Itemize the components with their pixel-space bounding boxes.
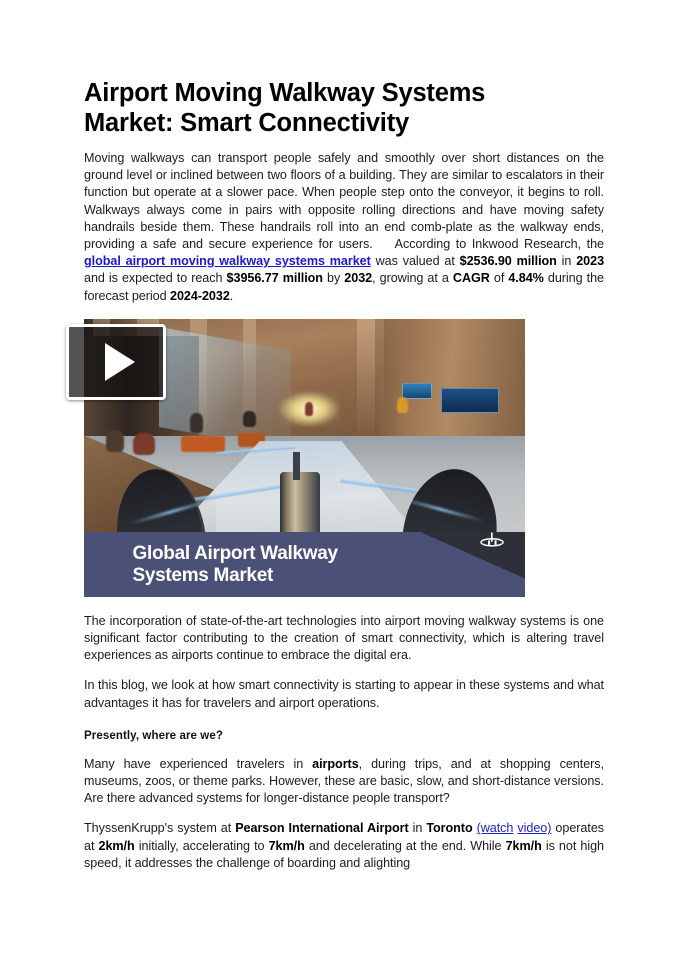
page-title bbox=[84, 78, 554, 138]
airplane-icon bbox=[479, 531, 505, 551]
speed-initial: 2km/h bbox=[98, 838, 135, 853]
travelers-text-1: Many have experienced travelers in bbox=[84, 756, 304, 771]
technology-paragraph: The incorporation of state-of-the-art technologies into airport moving walkway systems is one significant factor contributing to the creation of smart connectivity, which is altering travel experiences as airports continue to embrace the digital era. bbox=[84, 613, 604, 663]
intro-text-part3: was valued at bbox=[375, 254, 455, 269]
play-icon bbox=[105, 343, 135, 381]
person-silhouette bbox=[305, 402, 314, 416]
tk-text-4: initially, accelerating to bbox=[138, 838, 265, 853]
thyssenkrupp-paragraph bbox=[84, 820, 604, 872]
video-link[interactable]: video) bbox=[517, 821, 552, 836]
intro-text-part9: during the forecast period bbox=[84, 271, 604, 303]
page-title-line2: Market: Smart Connectivity bbox=[84, 109, 409, 137]
banner-title-line2: Systems Market bbox=[132, 565, 273, 587]
tk-text-3: operates at bbox=[84, 821, 605, 853]
tk-text-5: and decelerating at the end. While bbox=[308, 838, 502, 853]
person-silhouette bbox=[243, 411, 256, 428]
cagr-value: 4.84% bbox=[508, 271, 544, 286]
speed-top-repeat: 7km/h bbox=[505, 838, 542, 853]
article-figure bbox=[84, 319, 525, 597]
tk-text-6: is not high speed, it addresses the challenge of boarding and alighting bbox=[84, 838, 604, 870]
section-subheading: Presently, where are we? bbox=[84, 729, 223, 742]
cagr-label: CAGR bbox=[452, 271, 490, 286]
intro-text-part5: and is expected to reach bbox=[84, 271, 223, 286]
intro-paragraph bbox=[84, 150, 604, 305]
market-value-2032: $3956.77 million bbox=[226, 271, 323, 286]
pearson-airport-name: Pearson International Airport bbox=[235, 821, 409, 836]
airports-emphasis: airports bbox=[312, 756, 359, 771]
travelers-text-2: , during trips, and at shopping centers, museums, zoos, or theme parks. However, these are basic, slow, and short-distance versions. Are there advanced systems for longer-distance people transport? bbox=[84, 756, 604, 806]
banner-title bbox=[133, 543, 338, 588]
person-silhouette bbox=[190, 413, 203, 432]
person-silhouette bbox=[397, 397, 408, 414]
tk-text-2: in bbox=[412, 821, 423, 836]
seating-row bbox=[181, 436, 225, 453]
base-year: 2023 bbox=[576, 254, 605, 269]
market-value-2023: $2536.90 million bbox=[459, 254, 557, 269]
intro-text-part2: According to Inkwood Research, the bbox=[394, 237, 604, 252]
toronto-city-name: Toronto bbox=[426, 821, 473, 836]
person-silhouette bbox=[106, 430, 124, 452]
intro-text-part7: , growing at a bbox=[372, 271, 449, 286]
flight-monitor-icon bbox=[402, 383, 433, 400]
market-report-link[interactable]: global airport moving walkway systems market bbox=[84, 254, 371, 269]
suitcase-handle bbox=[293, 452, 300, 480]
forecast-period: 2024-2032 bbox=[170, 288, 230, 303]
forecast-year: 2032 bbox=[344, 271, 373, 286]
watch-link[interactable]: (watch bbox=[476, 821, 514, 836]
blog-intent-paragraph: In this blog, we look at how smart connectivity is starting to appear in these systems and what advantages it has for travelers and airport operations. bbox=[84, 678, 604, 710]
video-play-button[interactable] bbox=[66, 324, 166, 400]
page-title-line1: Airport Moving Walkway Systems bbox=[84, 79, 486, 107]
banner-title-line1: Global Airport Walkway bbox=[132, 542, 338, 564]
intro-text-part4: in bbox=[561, 254, 572, 269]
flight-monitor-icon bbox=[441, 388, 498, 413]
tk-text-1: ThyssenKrupp's system at bbox=[84, 821, 232, 836]
person-silhouette bbox=[133, 433, 155, 455]
intro-text-part1: Moving walkways can transport people safely and smoothly over short distances on the ground level or inclined between two floors of a building. They are similar to escalators in their function but operate at a slower pace. When people step onto the conveyor, it begins to roll. Walkways always come in pairs with opposite rolling directions and have moving safety handrails beside them. These handrails roll into an end comb-plate as the walkway ends, providing a safe and secure experience for users. bbox=[84, 151, 604, 252]
intro-text-part8: of bbox=[493, 271, 505, 286]
document-content bbox=[84, 78, 604, 872]
intro-text-part10: . bbox=[229, 288, 234, 303]
speed-top: 7km/h bbox=[268, 838, 305, 853]
travelers-paragraph bbox=[84, 756, 604, 808]
intro-text-part6: by bbox=[327, 271, 341, 286]
